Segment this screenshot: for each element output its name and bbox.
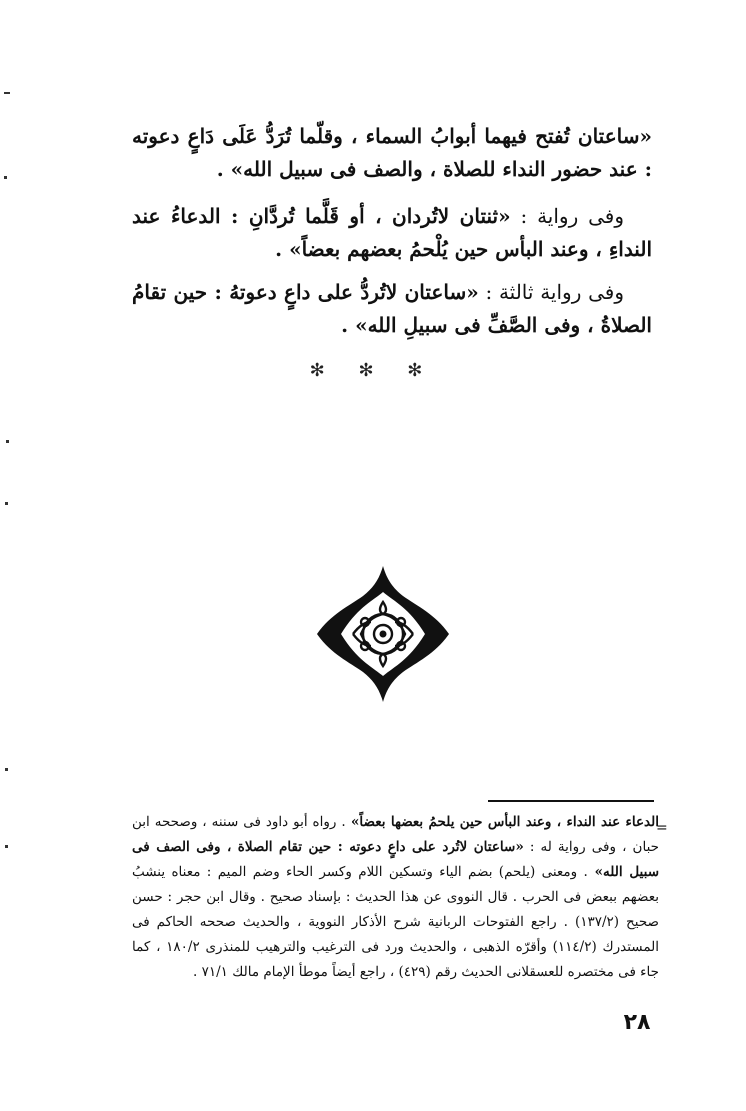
paragraph-hadith-2 [132, 200, 652, 266]
section-separator-stars: ✻ ✻ ✻ [309, 360, 437, 381]
hadith-3-text: «ساعتان لاتُردُّ على داعٍ دعوتهُ : حين تقامُ الصلاةُ ، وفى الصَّفِّ فى سبيلِ الله» . [132, 280, 652, 337]
footnote-continuation-mark: = [656, 820, 668, 836]
footnote-text-1: . رواه أبو داود فى سننه ، وصححه ابن حبان ، وفى رواية له : [132, 814, 659, 855]
margin-speck [4, 92, 10, 94]
hadith-1-text: «ساعتان تُفتح فيهما أبوابُ السماء ، وقلّما تُرَدُّ عَلَى دَاعٍ دعوته : عند حضور النداء للصلاة ، والصف فى سبيل الله» . [132, 124, 652, 181]
paragraph-hadith-1 [132, 120, 652, 186]
footnote-text-2: . ومعنى (يلحم) بضم الياء وتسكين اللام وكسر الحاء وضم الميم : معناه ينشبُ بعضهم ببعض فى الحرب . قال النووى عن هذا الحديث : بإسناد صحيح . وقال ابن حجر : حسن صحيح (١٣٧/٢) . راجع الفتوحات الربانية شرح الأذكار النووية ، والحديث صححه الحاكم فى المستدرك (١١٤/٢) وأقرّه الذهبى ، والحديث ورد فى الترغيب والترهيب للمنذرى ١٨٠/٢ ، كما جاء فى مختصره للعسقلانى الحديث رقم (٤٢٩) ، راجع أيضاً موطأ الإمام مالك ٧١/١ . [132, 864, 659, 980]
margin-speck [6, 440, 9, 443]
paragraph-hadith-3 [132, 276, 652, 342]
decorative-ornament-icon [313, 562, 453, 706]
hadith-2-intro: وفى رواية : [510, 204, 624, 228]
hadith-2-text: «ثنتان لاتُردان ، أو قَلَّما تُردَّانِ : الدعاءُ عند النداءِ ، وعند البأس حين يُلْحمُ بعضهم بعضاً» . [132, 204, 652, 261]
footnote-divider [488, 800, 654, 802]
footnote-quote-1: الدعاء عند النداء ، وعند البأس حين يلحمُ بعضها بعضاً» [345, 814, 660, 830]
margin-speck [5, 502, 8, 505]
margin-speck [5, 768, 8, 771]
margin-speck [4, 176, 7, 179]
hadith-3-intro: وفى رواية ثالثة : [478, 280, 624, 304]
footnote-quote-2: «ساعتان لاتُرد على داعٍ دعوته : حين تقام الصلاة ، وفى الصف فى سبيل الله» [132, 839, 660, 880]
page-number: ٢٨ [623, 1010, 651, 1035]
footnote [132, 810, 659, 985]
margin-speck [5, 845, 8, 848]
